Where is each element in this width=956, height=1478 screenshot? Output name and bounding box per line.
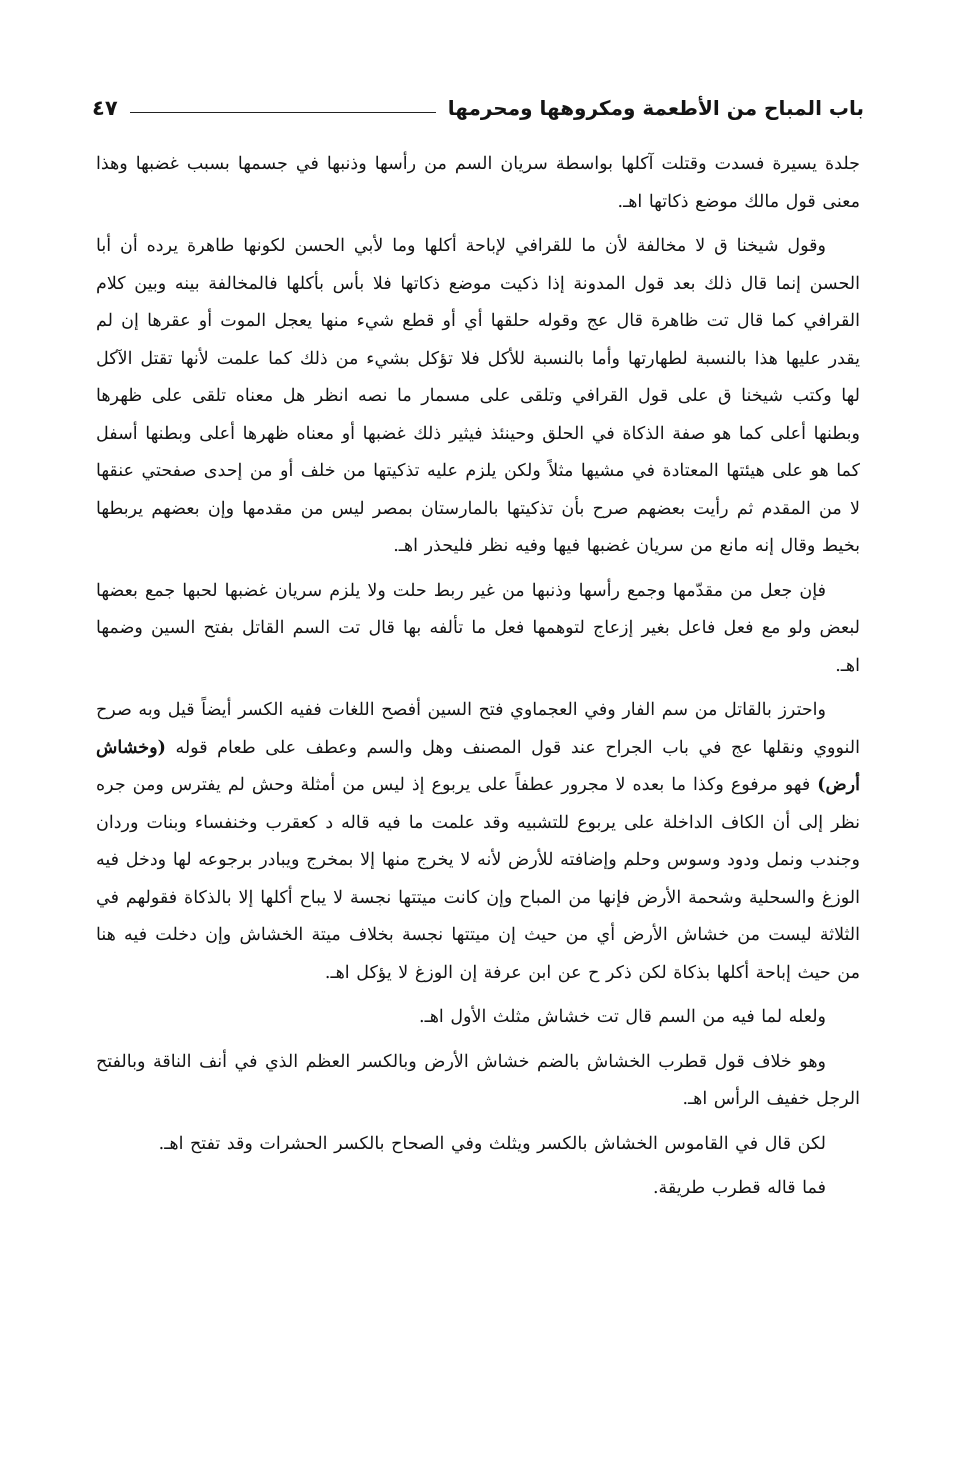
paragraph-4-text-after: فهو مرفوع وكذا ما بعده لا مجرور عطفاً على يربوع إذ ليس من أمثلة وحش لم يفترس ومن جره نظر إلى أن الكاف الداخلة على يربوع للتشبيه وقد علمت ما فيه قاله د كعقرب وخنفساء وبنات وردان وجندب ونمل ودود وسوس وحلم وإضافته للأرض لأنه لا يخرج منها إلا بمخرج ويبادر برجوعه لها ودخل فيه الوزغ والسحلية وشحمة الأرض فإنها من المباح وإن كانت ميتتها نجسة لا يباح أكلها إلا بالذكاة فقولهم في الثلاثة ليست من خشاش الأرض أي من حيث إن ميتتها نجسة بخلاف ميتة الخشاش وإن دخلت فيه هنا من حيث إباحة أكلها بذكاة لكن ذكر ح عن ابن عرفة إن الوزغ لا يؤكل اهـ. — [96, 775, 860, 983]
bold-term-khashash-ard: (وخشاش أرض) — [96, 737, 860, 795]
paragraph-6: وهو خلاف قول قطرب الخشاش بالضم خشاش الأرض وبالكسر العظم الذي في أنف الناقة وبالفتح الرجل خفيف الرأس اهـ. — [96, 1051, 860, 1109]
paragraph-4-text-before: واحترز بالقاتل من سم الفار وفي العجماوي فتح السين أفصح اللغات ففيه الكسر أيضاً قيل وبه صرح النووي ونقلها عج في باب الجراح عند قول المصنف وهل والسم وعطف على طعام قوله — [96, 700, 860, 758]
body-text — [96, 146, 860, 1215]
running-title: باب المباح من الأطعمة ومكروهها ومحرمها — [447, 96, 864, 120]
paragraph-3: فإن جعل من مقدّمها وجمع رأسها وذنبها من غير ربط حلت ولا يلزم سريان غضبها لحبها جمع بعضها لبعض ولو مع فعل فاعل بغير إزعاج لتوهمها فعل ما تألفه بها قال تت السم القاتل بفتح السين وضمها اهـ. — [96, 580, 860, 676]
header-rule — [130, 112, 436, 113]
paragraph-8: فما قاله قطرب طريقة. — [652, 1178, 826, 1198]
paragraph-5: ولعله لما فيه من السم قال تت خشاش مثلث الأول اهـ. — [419, 1007, 826, 1027]
paragraph-7: لكن قال في القاموس الخشاش بالكسر ويثلث وفي الصحاح بالكسر الحشرات وقد تفتح اهـ. — [158, 1133, 826, 1154]
paragraph-2: وقول شيخنا ق لا مخالفة لأن ما للقرافي لإباحة أكلها وما لأبي الحسن لكونها طاهرة يرده أن أبا الحسن إنما قال ذلك بعد قول المدونة إذا ذكيت موضع ذكاتها فلا بأس بأكلها فالمخالفة بينه وبين كلام القرافي كما قال تت ظاهرة قال عج وقوله حلقها أي أو قطع شيء منها يعجل الموت أو عقرها إن لم يقدر عليها هذا بالنسبة لطهارتها وأما بالنسبة للأكل فلا تؤكل بشيء من ذلك كما علمت لأنها تقتل الآكل لها وكتب شيخنا ق على قول القرافي وتلقى على مسمار ما نصه انظر هل معناه تلقى على ظهرها وبطنها أعلى كما هو صفة الذكاة في الحلق وحينئذ فيثير ذلك غضبها أو معناه ظهرها أعلى وبطنها أسفل كما هو على هيئتها المعتادة في مشيها مثلاً ولكن يلزم عليه تذكيتها من خلف أو من إحدى صفحتي عنقها لا من المقدم ثم رأيت بعضهم صرح بأن تذكيتها بالمارستان بمصر ليس من مقدمها وإن بعضهم يربطها بخيط وقال إنه مانع من سريان غضبها فيها وفيه نظر فليحذر اهـ. — [96, 236, 860, 556]
paragraph-4 — [96, 692, 860, 992]
page-header — [92, 86, 864, 130]
page-number: ٤٧ — [92, 96, 118, 120]
paragraph-1: جلدة يسيرة فسدت وقتلت آكلها بواسطة سريان السم من رأسها وذنبها في جسمها بسبب غضبها وهذا معنى قول مالك موضع ذكاتها اهـ. — [96, 154, 860, 212]
